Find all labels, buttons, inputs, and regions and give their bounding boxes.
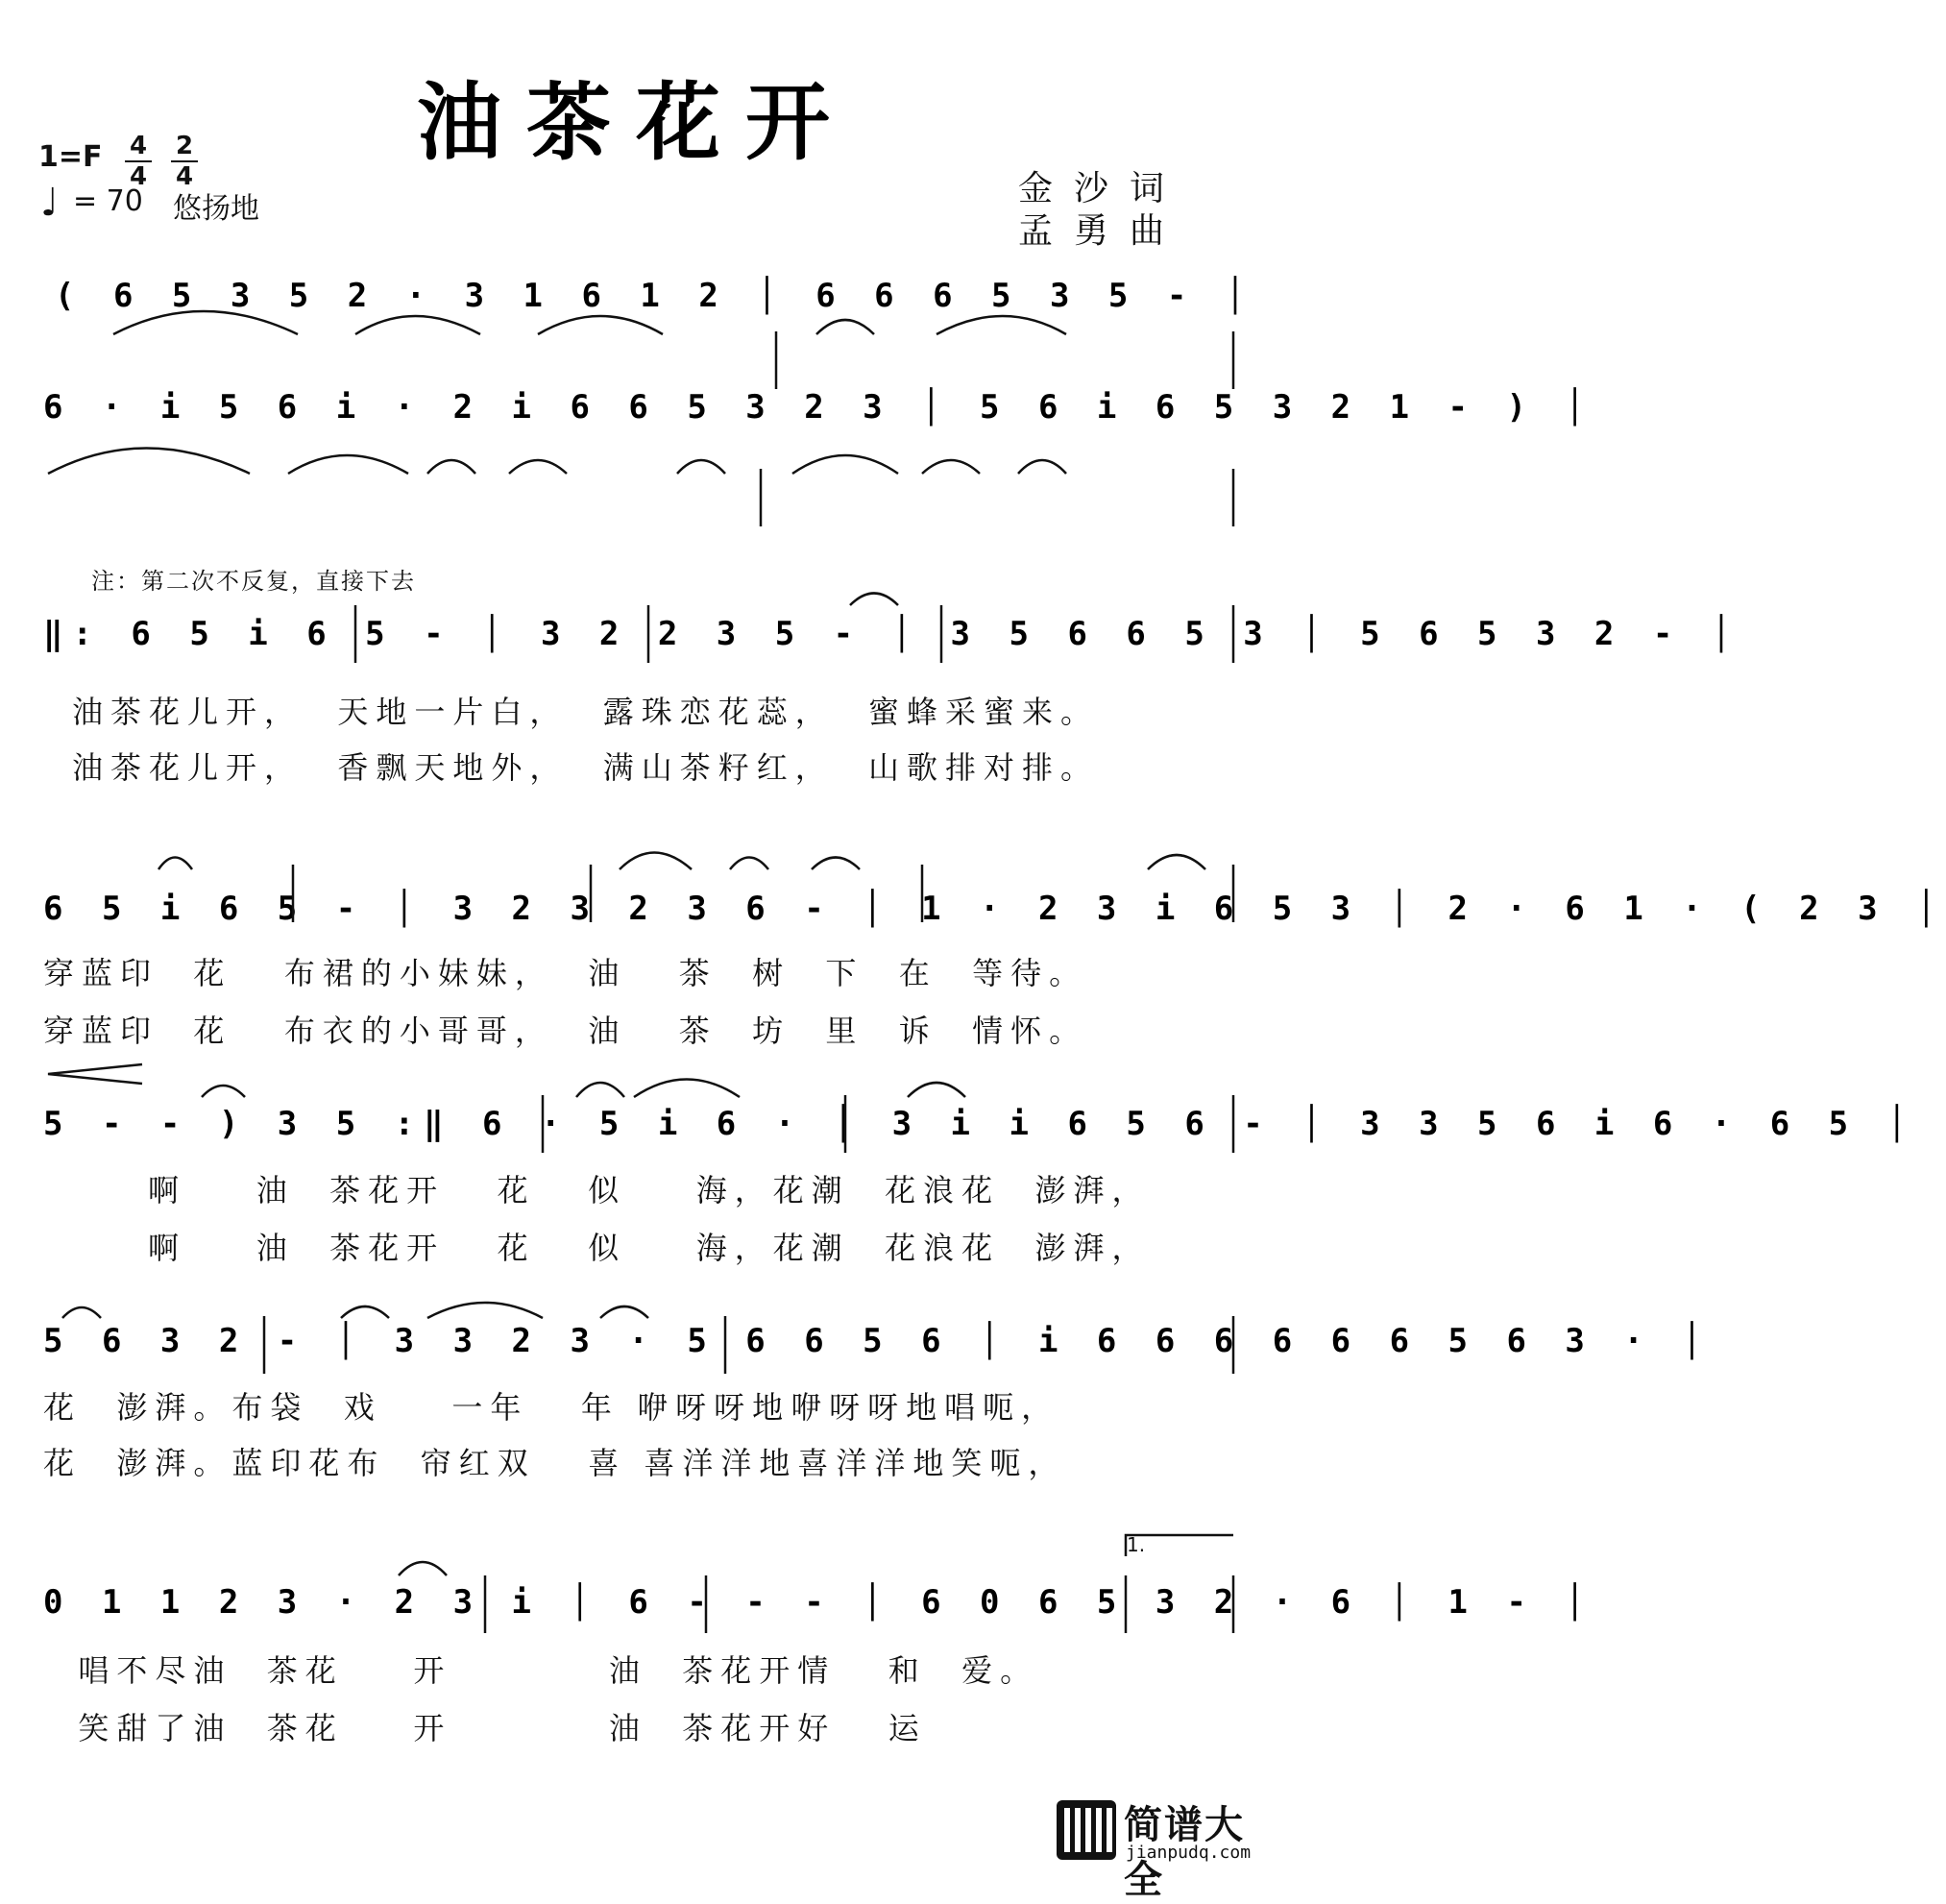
notes-line: ( 6 5 3 5 2 · 3 1 6 1 2 │ 6 6 6 5 3 5 - │ xyxy=(55,277,1255,315)
watermark-url: jianpudq.com xyxy=(1126,1843,1252,1863)
slur xyxy=(730,858,768,870)
expression-marking: 悠扬地 xyxy=(173,192,259,226)
notes-line: 6 · i 5 6 i · 2 i 6 6 5 3 2 3 │ 5 6 i 6 5 3 2 1 - ) │ xyxy=(43,388,1594,427)
volta-label: 1. xyxy=(1127,1533,1146,1556)
notes-line: ‖: 6 5 i 6 5 - │ 3 2 2 3 5 - │ 3 5 6 6 5 3 │ 5 6 5 3 2 - │ xyxy=(43,615,1741,653)
slur xyxy=(288,455,408,474)
slur xyxy=(48,449,250,475)
slur xyxy=(937,316,1066,334)
slur xyxy=(576,1083,624,1097)
key-signature: 1=F xyxy=(38,140,103,174)
time-signature-4-4: 4 4 xyxy=(125,133,152,190)
song-title: 油茶花开 xyxy=(416,73,855,172)
slur xyxy=(922,460,980,474)
lyric-verse-1: 唱不尽油 茶花 开 油 茶花开情 和 爱。 xyxy=(43,1652,1039,1689)
notes-line: 6 5 i 6 5 - │ 3 2 3 2 3 6 - │ 1 · 2 3 i 6 5 3 │ 2 · 6 1 · ( 2 3 │ xyxy=(43,890,1946,928)
notes-line: 5 6 3 2 - │ 3 3 2 3 · 5 6 6 5 6 │ i 6 6 6 6 6 6 5 6 3 · │ xyxy=(43,1322,1712,1360)
time-signature-2-4: 2 4 xyxy=(171,133,198,190)
lyricist-credit: 金沙词 xyxy=(1018,169,1186,208)
performance-note: 注：第二次不反复，直接下去 xyxy=(91,568,416,595)
lyric-verse-2: 穿蓝印 花 布衣的小哥哥， 油 茶 坊 里 诉 情怀。 xyxy=(43,1013,1088,1049)
lyric-verse-1: 啊 油 茶花开 花 似 海，花潮 花浪花 澎湃， xyxy=(43,1172,1151,1208)
notes-line: 0 1 1 2 3 · 2 3 i │ 6 - - - │ 6 0 6 5 3 2 · 6 │ 1 - │ xyxy=(43,1583,1594,1622)
slur xyxy=(677,460,725,474)
slur xyxy=(62,1307,101,1318)
quarter-note-icon: ♩ xyxy=(40,181,59,225)
tempo-marking: = 70 xyxy=(73,184,143,218)
slur xyxy=(634,1080,740,1098)
lyric-verse-2: 笑甜了油 茶花 开 油 茶花开好 运 xyxy=(43,1710,927,1746)
volta-bracket xyxy=(1126,1535,1233,1556)
lyric-verse-1: 油茶花儿开， 天地一片白， 露珠恋花蕊， 蜜蜂采蜜来。 xyxy=(72,694,1100,730)
slur xyxy=(812,858,860,870)
slur xyxy=(509,460,567,474)
slur xyxy=(816,320,874,334)
piano-icon xyxy=(1057,1800,1116,1860)
slur xyxy=(600,1306,648,1318)
slur xyxy=(1018,460,1066,474)
slur xyxy=(908,1083,965,1097)
composer-credit: 孟勇曲 xyxy=(1018,211,1186,251)
slur xyxy=(850,594,898,606)
slur xyxy=(792,455,898,474)
slur xyxy=(341,1306,389,1318)
slur xyxy=(427,460,475,474)
slur xyxy=(399,1562,447,1575)
slur xyxy=(427,1303,543,1318)
slur xyxy=(538,316,663,334)
slur xyxy=(202,1086,245,1097)
lyric-verse-2: 啊 油 茶花开 花 似 海，花潮 花浪花 澎湃， xyxy=(43,1230,1151,1266)
slur xyxy=(1148,855,1205,869)
lyric-verse-2: 花 澎湃。蓝印花布 帘红双 喜 喜洋洋地喜洋洋地笑呃， xyxy=(43,1445,1067,1481)
watermark-brand: 简谱大全 xyxy=(1124,1803,1245,1902)
lyric-verse-1: 花 澎湃。布袋 戏 一年 年 咿呀呀地咿呀呀地唱呃， xyxy=(43,1389,1060,1426)
lyric-verse-1: 穿蓝印 花 布裙的小妹妹， 油 茶 树 下 在 等待。 xyxy=(43,955,1088,991)
slur xyxy=(355,316,480,334)
crescendo-hairpin xyxy=(48,1064,142,1084)
slur xyxy=(113,311,298,334)
notes-line: 5 - - ) 3 5 :‖ 6 · 5 i 6 · │ 3 i i 6 5 6 - │ 3 3 5 6 i 6 · 6 5 │ xyxy=(43,1105,1917,1143)
slur xyxy=(158,858,192,870)
site-watermark xyxy=(1057,1794,1263,1902)
lyric-verse-2: 油茶花儿开， 香飘天地外， 满山茶籽红， 山歌排对排。 xyxy=(72,749,1100,786)
slur xyxy=(620,853,692,870)
